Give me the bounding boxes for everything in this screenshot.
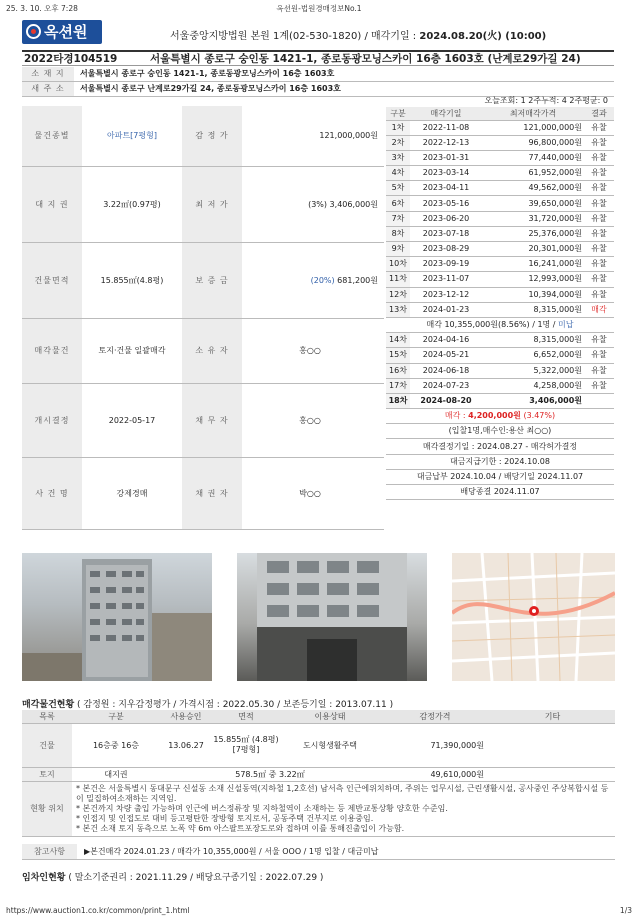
col-type: 구분 [72,710,160,723]
remarks-label: 참고사항 [22,844,77,859]
page-footer [6,906,632,915]
round: 14차 [386,333,410,348]
prop-value: 홍○○ [242,318,384,383]
sold-note-text: 매각 10,355,000원(8.56%) / 1명 / [426,320,559,330]
result: 유찰 [584,333,614,348]
result: 유찰 [584,166,614,181]
unpaid-label: 미납 [558,320,574,330]
date: 2022-11-08 [410,120,482,135]
prop-label: 대 지 권 [22,166,82,242]
round: 17차 [386,378,410,393]
history-row [386,363,614,378]
col-area: 면적 [212,710,280,723]
court-info [170,27,546,42]
date: 2023-01-31 [410,150,482,165]
land-type: 대지권 [72,767,160,781]
date: 2024-05-21 [410,348,482,363]
page-header [6,3,632,13]
case-header [22,50,614,66]
site-note: * 본건까지 차량 출입 가능하며 인근에 버스정류장 및 지하철역이 소재하는 등 제반교통상황 양호한 수준임. [76,803,448,813]
footer-url: https://www.auction1.co.kr/common/print_1.html [6,906,190,915]
result: 유찰 [584,211,614,226]
building-photo-exterior[interactable] [22,553,212,681]
building-area: 15.855㎡ (4.8평) [7평형] [212,723,280,767]
location-map[interactable] [452,553,615,681]
prop-value: 토지·건물 일괄매각 [82,318,182,383]
date: 2023-04-11 [410,181,482,196]
round: 11차 [386,272,410,287]
property-summary-table [22,106,384,530]
price: 25,376,000원 [482,226,584,241]
property-row [22,166,384,242]
goods-header [22,710,615,723]
decision-row [386,439,614,454]
history-row [386,272,614,287]
result: 유찰 [584,363,614,378]
map-image [452,553,615,681]
round: 8차 [386,226,410,241]
price: 10,394,000원 [482,287,584,302]
prop-label: 소 유 자 [182,318,242,383]
result: 유찰 [584,242,614,257]
prop-label: 물건종별 [22,106,82,166]
history-row [386,166,614,181]
price: 3,406,000원 [482,393,584,408]
location-row [22,67,614,82]
col-min-price: 최저매각가격 [482,107,584,120]
deposit-rate: (20%) [310,275,335,285]
price: 12,993,000원 [482,272,584,287]
sold-note [386,317,614,332]
row-label: 토지 [22,767,72,781]
prop-value: 3.22㎡(0.97평) [82,166,182,242]
due-row [386,454,614,469]
paid-row [386,469,614,484]
prop-value: 아파트[7평형] [82,106,182,166]
building-price: 71,390,000원 [380,723,490,767]
goods-status-table [22,710,615,837]
price: 16,241,000원 [482,257,584,272]
col-result: 결과 [584,107,614,120]
col-etc: 기타 [490,710,615,723]
location-value: 서울특별시 종로구 숭인동 1421-1, 종로동광모닝스카이 16층 1603호 [80,69,335,78]
date: 2023-09-19 [410,257,482,272]
result: 유찰 [584,348,614,363]
result: 유찰 [584,287,614,302]
history-row [386,211,614,226]
result: 유찰 [584,272,614,287]
payment-status: 대금납부 2024.10.04 / 배당기일 2024.11.07 [386,469,614,484]
history-row [386,287,614,302]
prop-value: 박○○ [242,457,384,529]
round: 7차 [386,211,410,226]
round: 2차 [386,135,410,150]
date: 2023-05-16 [410,196,482,211]
remarks-value: ▶본건매각 2024.01.23 / 매각가 10,355,000원 / 서울 OOO / 1명 입찰 / 대금미납 [84,847,379,856]
date: 2024-01-23 [410,302,482,317]
print-title: 옥션원-법원경매정보No.1 [276,4,362,13]
price: 77,440,000원 [482,150,584,165]
history-row [386,226,614,241]
date: 2023-03-14 [410,166,482,181]
building-entrance-image [237,553,427,681]
prop-label: 매각물건 [22,318,82,383]
history-row [386,150,614,165]
date: 2024-04-16 [410,333,482,348]
prop-label: 건물면적 [22,242,82,318]
col-list: 목록 [22,710,72,723]
round: 9차 [386,242,410,257]
history-row [386,333,614,348]
prop-label: 개시결정 [22,383,82,457]
deposit-value [242,242,384,318]
history-row [386,135,614,150]
prop-label: 최 저 가 [182,166,242,242]
new-address-value: 서울특별시 종로구 난계로29가길 24, 종로동광모닝스카이 16층 1603호 [80,84,341,93]
court-sep: / 매각기일 : [361,31,420,42]
history-row [386,348,614,363]
case-address: 서울특별시 종로구 숭인동 1421-1, 종로동광모닝스카이 16층 1603호 (난계로29가길 24) [150,53,581,65]
price: 31,720,000원 [482,211,584,226]
goods-subtitle: ( 감정원 : 지우감정평가 / 가격시점 : 2022.05.30 / 보존등기일 : 2013.07.11 ) [74,700,394,710]
goods-status-title [22,697,393,710]
history-header [386,107,614,120]
site-notes [72,781,615,836]
site-row [22,781,615,836]
round: 10차 [386,257,410,272]
date: 2023-06-20 [410,211,482,226]
site-note: * 본건 소재 토지 동측으로 노폭 약 6m 아스팔트포장도로와 접하며 이를 통해진출입이 가능함. [76,823,405,833]
property-row [22,457,384,529]
prop-value: 홍○○ [242,383,384,457]
history-row [386,196,614,211]
prop-label: 보 증 금 [182,242,242,318]
auction-history-table [386,107,614,500]
round: 5차 [386,181,410,196]
prop-value: 15.855㎡(4.8평) [82,242,182,318]
date: 2022-12-13 [410,135,482,150]
prop-value: 2022-05-17 [82,383,182,457]
ended-row [386,485,614,500]
prop-value: 강제경매 [82,457,182,529]
result: 유찰 [584,120,614,135]
history-row [386,120,614,135]
round: 4차 [386,166,410,181]
prop-label: 채 권 자 [182,457,242,529]
property-row [22,242,384,318]
deposit-amount: 681,200원 [334,275,378,285]
auction-history [386,95,614,500]
round: 16차 [386,363,410,378]
result: 유찰 [584,378,614,393]
land-price: 49,610,000원 [380,767,490,781]
page-number: 1/3 [619,906,632,915]
price: 96,800,000원 [482,135,584,150]
row-label: 건물 [22,723,72,767]
result: 매각 [584,302,614,317]
price: 61,952,000원 [482,166,584,181]
decision: 매각결정기일 : 2024.08.27 - 매각허가결정 [386,439,614,454]
result: 유찰 [584,150,614,165]
land-row [22,767,615,781]
price: 6,652,000원 [482,348,584,363]
result: 유찰 [584,181,614,196]
round: 6차 [386,196,410,211]
sold-note-row [386,317,614,332]
round: 3차 [386,150,410,165]
price: 39,650,000원 [482,196,584,211]
building-approved: 13.06.27 [160,723,212,767]
view-counts: 오늘조회: 1 2주누적: 4 2주평균: 0 [484,96,608,105]
site-note: * 인접지 및 인접도로 대비 등고평탄한 장방형 토지로서, 공동주택 건부지로 이용중임. [76,813,374,823]
land-area: 578.5㎡ 중 3.22㎡ [160,767,380,781]
date: 2023-12-12 [410,287,482,302]
sale-price-row [386,409,614,424]
case-number: 2022타경104519 [24,53,118,65]
date: 2023-11-07 [410,272,482,287]
date: 2024-07-23 [410,378,482,393]
col-use: 이용상태 [280,710,380,723]
building-type: 16층중 16층 [72,723,160,767]
date: 2024-08-20 [410,393,482,408]
date: 2023-07-18 [410,226,482,241]
logo-mark-icon [26,24,41,39]
building-row [22,723,615,767]
col-price: 감정가격 [380,710,490,723]
result: 유찰 [584,135,614,150]
history-row [386,242,614,257]
lease-title: 임차인현황 [22,873,66,883]
history-row [386,181,614,196]
round: 18차 [386,393,410,408]
result: 유찰 [584,226,614,241]
site-label: 현황 위치 [22,781,72,836]
history-row [386,302,614,317]
property-row [22,106,384,166]
site-note: * 본건은 서울특별시 동대문구 신설동 소재 신설동역(지하철 1,2호선) 남서측 인근에위치하며, 주위는 업무시설, 근린생활시설, 공사중인 주상복합시설 등이 밀집하여소재하는 지역임. [76,783,609,803]
round: 1차 [386,120,410,135]
price: 8,315,000원 [482,302,584,317]
property-row [22,318,384,383]
goods-title: 매각물건현황 [22,700,75,710]
round: 15차 [386,348,410,363]
prop-value: 121,000,000원 [242,106,384,166]
col-round: 구분 [386,107,410,120]
bidders-row [386,424,614,439]
sale-date: 2024.08.20(火) (10:00) [419,31,547,42]
court-name: 서울중앙지방법원 본원 1계(02-530-1820) [170,31,362,42]
col-approved: 사용승인 [160,710,212,723]
price: 49,562,000원 [482,181,584,196]
price: 5,322,000원 [482,363,584,378]
sale-price: 매각 : 4,200,000원 (3.47%) [386,409,614,424]
history-row [386,257,614,272]
remarks-row [22,844,615,860]
prop-label: 사 건 명 [22,457,82,529]
price: 121,000,000원 [482,120,584,135]
round: 13차 [386,302,410,317]
auction1-logo[interactable] [22,20,102,44]
current-round-row [386,393,614,408]
price: 8,315,000원 [482,333,584,348]
price: 4,258,000원 [482,378,584,393]
bidders: (입찰1명,매수인:용산 최○○) [386,424,614,439]
prop-value: (3%) 3,406,000원 [242,166,384,242]
distribution-ended: 배당종결 2024.11.07 [386,485,614,500]
building-photo-entrance[interactable] [237,553,427,681]
building-exterior-image [22,553,212,681]
date: 2024-06-18 [410,363,482,378]
prop-label: 감 정 가 [182,106,242,166]
prop-label: 채 무 자 [182,383,242,457]
location-label: 소 재 지 [22,67,74,81]
tenant-status-title [22,870,323,883]
print-datetime: 25. 3. 10. 오후 7:28 [6,4,78,13]
property-row [22,383,384,457]
date: 2023-08-29 [410,242,482,257]
new-address-label: 새 주 소 [22,82,74,96]
history-row [386,378,614,393]
logo-text: 옥션원 [44,23,88,41]
col-date: 매각기일 [410,107,482,120]
result: 유찰 [584,257,614,272]
payment-due: 대금지급기한 : 2024.10.08 [386,454,614,469]
result: 유찰 [584,196,614,211]
price: 20,301,000원 [482,242,584,257]
round: 12차 [386,287,410,302]
building-use: 도시형생활주택 [280,723,380,767]
lease-subtitle: ( 말소기준권리 : 2021.11.29 / 배당요구종기일 : 2022.07.29 ) [65,873,324,883]
